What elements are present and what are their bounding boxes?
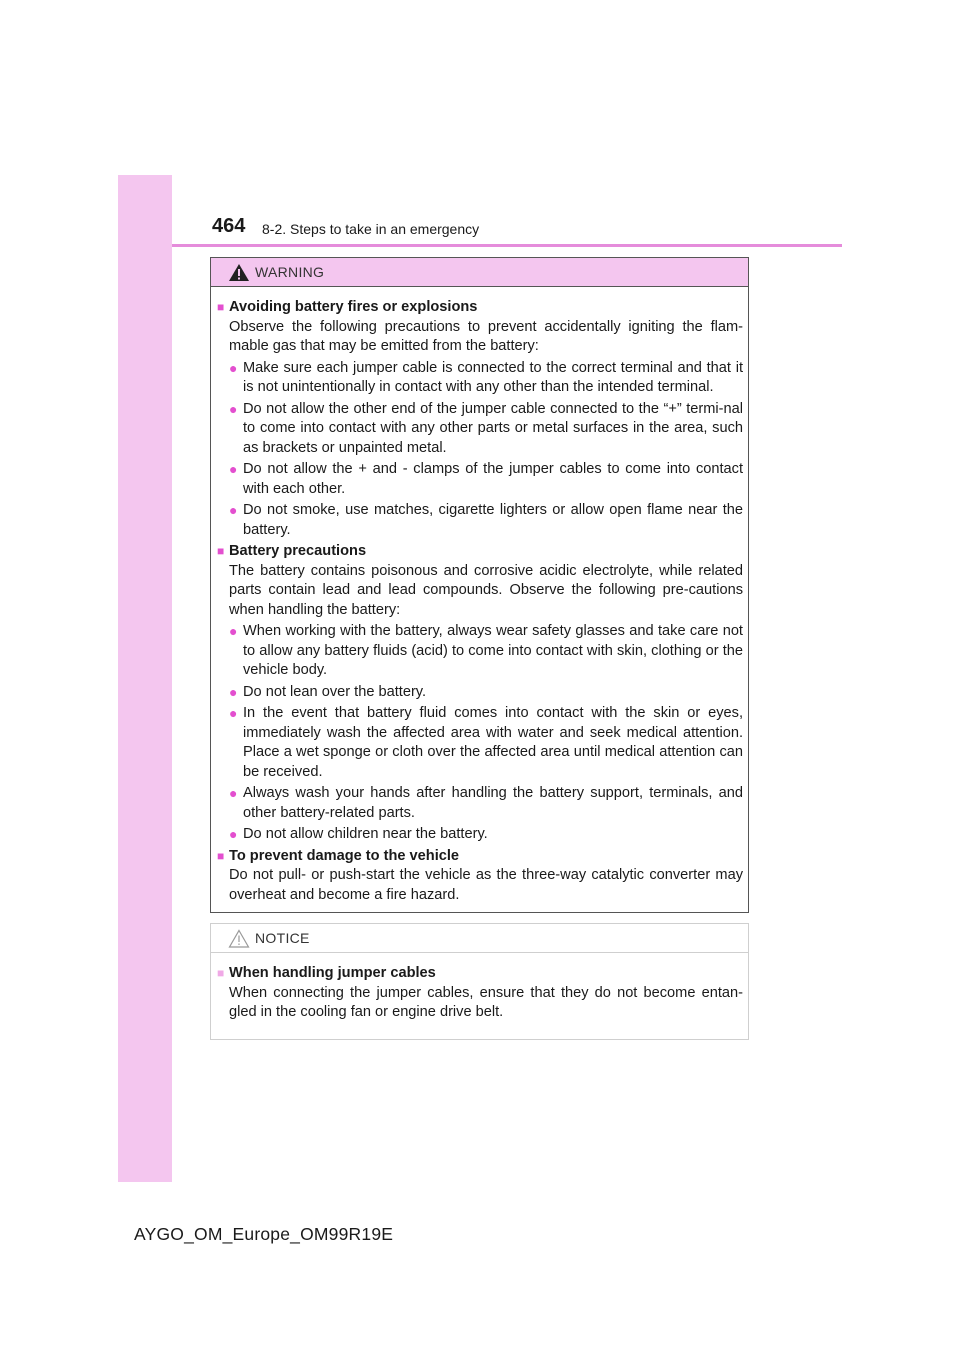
section-text: Do not pull- or push-start the vehicle as the three-way catalytic converter may overheat and become a fire hazard. <box>229 867 743 903</box>
warning-header <box>211 258 748 287</box>
section-text: When connecting the jumper cables, ensure that they do not become entan-gled in the cooling fan or engine drive belt. <box>229 984 743 1020</box>
section-heading-text: Avoiding battery fires or explosions <box>229 299 478 315</box>
circle-bullet-icon: ● <box>229 683 238 700</box>
section-title: 8-2. Steps to take in an emergency <box>262 221 480 237</box>
warning-section <box>217 542 743 845</box>
circle-bullet-icon: ● <box>229 461 238 477</box>
list-item-text: When working with the battery, always wear safety glasses and take care not to allow any battery fluids (acid) to come into contact with skin, clothing or the vehicle body. <box>243 623 743 678</box>
page-number: 464 <box>212 215 246 237</box>
list-item <box>229 501 743 540</box>
section-text: The battery contains poisonous and corrosive acidic electrolyte, while related parts contain lead and lead compounds. Observe the following pre-cautions when handling the battery: <box>229 562 743 618</box>
notice-label: NOTICE <box>255 930 310 946</box>
header-rule <box>172 244 842 247</box>
square-bullet-icon: ■ <box>217 848 225 863</box>
section-heading <box>217 542 743 562</box>
section-heading-text: When handling jumper cables <box>229 965 436 981</box>
circle-bullet-icon: ● <box>229 785 238 801</box>
list-item <box>229 825 743 845</box>
warning-triangle-icon <box>228 263 250 282</box>
circle-bullet-icon: ● <box>229 826 238 842</box>
warning-section <box>217 847 743 906</box>
square-bullet-icon: ■ <box>217 966 225 980</box>
notice-box <box>210 923 749 1040</box>
notice-header <box>211 924 748 953</box>
square-bullet-icon: ■ <box>217 300 225 314</box>
notice-section <box>217 964 743 1023</box>
section-text: Observe the following precautions to prevent accidentally igniting the flam-mable gas that may be emitted from the battery: <box>229 318 743 354</box>
list-item <box>229 704 743 782</box>
circle-bullet-icon: ● <box>229 359 238 376</box>
document-id: AYGO_OM_Europe_OM99R19E <box>134 1224 394 1244</box>
list-item-text: Do not allow the other end of the jumper cable connected to the “+” termi-nal to come into contact with any other parts or metal surfaces in the area, such as brackets or unpainted metal. <box>243 400 743 456</box>
list-item <box>229 359 743 398</box>
warning-section <box>217 298 743 540</box>
list-item <box>229 400 743 459</box>
section-heading <box>217 298 743 318</box>
list-item <box>229 784 743 823</box>
circle-bullet-icon: ● <box>229 400 238 417</box>
section-heading <box>217 847 743 867</box>
notice-body <box>211 953 748 1023</box>
list-item-text: Do not allow children near the battery. <box>243 826 488 842</box>
section-heading-text: To prevent damage to the vehicle <box>229 847 460 864</box>
list-item <box>229 683 743 703</box>
square-bullet-icon: ■ <box>217 544 225 558</box>
list-item-text: Always wash your hands after handling the battery support, terminals, and other battery-related parts. <box>243 785 743 821</box>
list-item-text: Do not allow the + and - clamps of the jumper cables to come into contact with each other. <box>243 461 743 497</box>
list-item-text: Make sure each jumper cable is connected to the correct terminal and that it is not unintentionally in contact with any other than the intended terminal. <box>243 359 743 395</box>
warning-box <box>210 257 749 913</box>
circle-bullet-icon: ● <box>229 502 238 518</box>
warning-label: WARNING <box>255 264 325 280</box>
section-heading <box>217 964 743 984</box>
list-item <box>229 622 743 681</box>
list-item <box>229 460 743 499</box>
page-side-tab <box>118 175 172 1182</box>
warning-body <box>211 287 748 905</box>
notice-triangle-icon <box>228 929 250 948</box>
section-heading-text: Battery precautions <box>229 543 367 559</box>
list-item-text: In the event that battery fluid comes into contact with the skin or eyes, immediately wash the affected area with water and seek medical attention. Place a wet sponge or cloth over the affected area until medical attention can be received. <box>243 705 743 780</box>
circle-bullet-icon: ● <box>229 705 238 721</box>
circle-bullet-icon: ● <box>229 623 238 639</box>
list-item-text: Do not lean over the battery. <box>243 683 427 700</box>
list-item-text: Do not smoke, use matches, cigarette lighters or allow open flame near the battery. <box>243 502 743 538</box>
